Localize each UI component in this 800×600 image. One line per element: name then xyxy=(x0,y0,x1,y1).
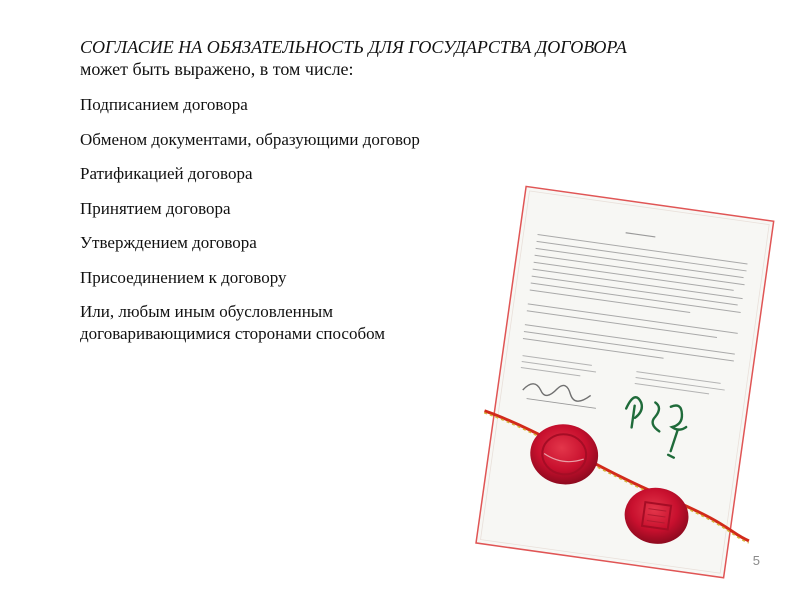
list-item: Присоединением к договору xyxy=(80,267,287,287)
list-item: Утверждением договора xyxy=(80,233,257,252)
treaty-document-image xyxy=(430,170,790,590)
page-number: 5 xyxy=(752,553,760,568)
slide-heading xyxy=(80,36,740,80)
list-item: Ратификацией договора xyxy=(80,164,253,183)
slide-title: СОГЛАСИЕ НА ОБЯЗАТЕЛЬНОСТЬ ДЛЯ ГОСУДАРСТВА ДОГОВОРА xyxy=(80,37,627,57)
list-item: Или, любым иным обусловленным договаривающимися сторонами способом xyxy=(80,302,386,343)
list-item: Обменом документами, образующими договор xyxy=(80,129,420,149)
slide-subtitle: может быть выражено, в том числе: xyxy=(80,59,354,79)
document-sheet xyxy=(466,185,790,580)
list-item: Подписанием договора xyxy=(80,95,248,114)
list-item: Принятием договора xyxy=(80,198,231,218)
